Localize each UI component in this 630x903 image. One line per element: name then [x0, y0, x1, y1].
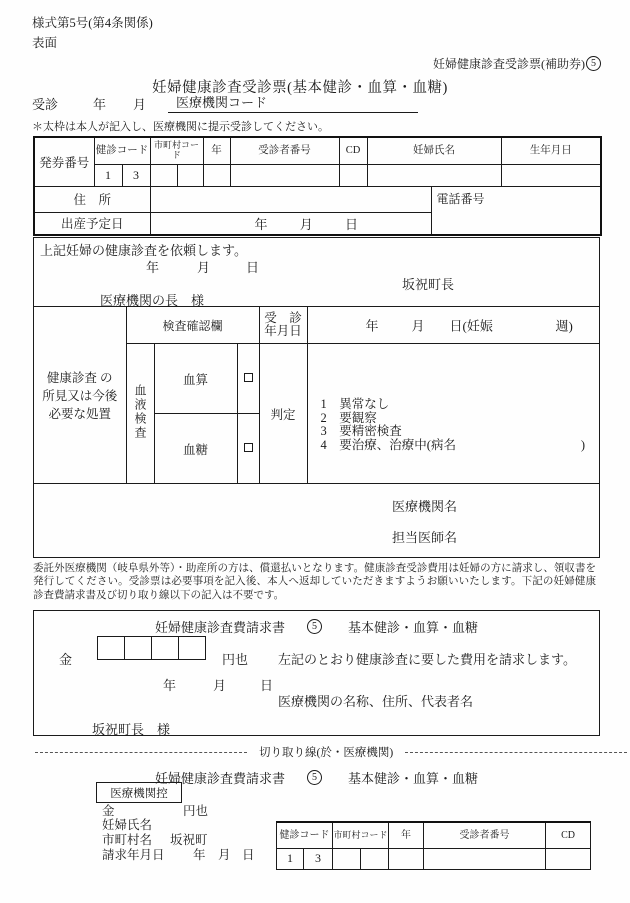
- claim-mayor-addressee: 坂祝町長 様: [92, 722, 171, 737]
- claim-statement: 左記のとおり健康診査に要した費用を請求します。: [278, 652, 576, 667]
- city-code-header: 市町村コード: [150, 137, 203, 164]
- judgement-option-3: 3 要精密検査: [320, 424, 402, 438]
- exam-label: 受診: [32, 97, 59, 112]
- month-label: 月: [133, 97, 147, 112]
- amount-box-4: [178, 636, 206, 660]
- yen-label: 円也: [222, 652, 249, 667]
- due-day-label: 日: [345, 216, 359, 232]
- patient-info-table: [33, 136, 602, 236]
- blood-test-group-cell: [126, 344, 154, 484]
- examinee-number-header: 受診者番号: [230, 137, 339, 164]
- stub-year-header: 年: [389, 822, 424, 848]
- judgement-label: 判定: [259, 344, 307, 484]
- claim-day-label: 日: [260, 678, 274, 693]
- institution-copy-badge: 医療機関控: [96, 782, 182, 803]
- page-title: 妊婦健康診査受診票(基本健診・血算・血糖): [152, 80, 448, 96]
- examinee-number-cell: [230, 164, 339, 186]
- phone-label: 電話番号: [436, 191, 485, 206]
- claim-title-text: 妊婦健康診査費請求書: [154, 620, 285, 635]
- judgement-option-4-close-paren: ): [580, 437, 586, 452]
- medical-institution-code-field: [168, 95, 418, 113]
- judgement-option-1: 1 異常なし: [320, 397, 390, 411]
- stub-kenshin-code-digit-2: 3: [304, 848, 333, 869]
- subsidy-title-text: 妊婦健康診査受診票(補助券): [433, 57, 585, 71]
- blood-count-checkbox-cell: [237, 344, 259, 414]
- blood-count-label: 血算: [154, 344, 237, 414]
- cd-cell: [339, 164, 367, 186]
- mother-name-header: 妊婦氏名: [367, 137, 501, 164]
- request-year-label: 年: [146, 260, 160, 275]
- request-month-label: 月: [197, 260, 211, 275]
- stub-municipality-label: 市町村名: [102, 833, 153, 847]
- stub-kenshin-code-header: 健診コード: [277, 822, 333, 848]
- check-column-header: 検査確認欄: [126, 307, 259, 344]
- claim-month-label: 月: [213, 678, 227, 693]
- stub-code-table: [276, 821, 591, 870]
- judgement-option-4-text: 4 要治療、治療中(病名: [320, 437, 456, 452]
- address-cell: [150, 186, 431, 212]
- mayor-name: 坂祝町長: [402, 277, 455, 292]
- reimbursement-note: 委託外医療機関（岐阜県外等）・助産所の方は、償還払いとなります。健康診査受診費用は妊婦の方に請求し、領収書を発行してください。受診票は必要事項を記入後、本人へ返却していただきますようお願いいたします。下記の妊婦健康診査費請求書及び切り取り線以下の記入は不要です。: [33, 563, 596, 601]
- findings-label-cell: [34, 307, 126, 484]
- visit-day-pregnancy-label: 日(妊娠: [449, 318, 493, 334]
- amount-box-2: [124, 636, 152, 660]
- side-label: 表面: [32, 36, 58, 50]
- birth-date-cell: [501, 164, 601, 186]
- blood-sugar-label: 血糖: [154, 414, 237, 484]
- addressee-line: 医療機関の長 様: [100, 293, 205, 308]
- doctor-name-label: 担当医師名: [392, 530, 458, 545]
- year-header: 年: [203, 137, 230, 164]
- cut-line-dash-right: [405, 752, 627, 753]
- stub-cd-header: CD: [546, 822, 591, 848]
- stub-subtitle: 基本健診・血算・血糖: [348, 771, 479, 786]
- judgement-options: [321, 398, 586, 452]
- stub-year-label: 年: [193, 848, 206, 862]
- cut-line-dash-left: [35, 752, 247, 753]
- form-number: 様式第5号(第4条関係): [32, 16, 153, 30]
- blood-test-label: 血液検査: [133, 383, 147, 440]
- kenshin-code-digit-1: 1: [94, 164, 122, 186]
- year-cell: [203, 164, 230, 186]
- amount-box-1: [97, 636, 125, 660]
- issue-number-header: 発券番号: [34, 137, 94, 186]
- due-date-label: 出産予定日: [34, 212, 150, 235]
- claim-title: [34, 617, 599, 636]
- due-date-cell: [150, 212, 431, 235]
- visit-date-header-line2: 年月日: [264, 324, 302, 338]
- blood-count-checkbox: [244, 373, 253, 382]
- circled-five-icon: 5: [307, 770, 322, 785]
- phone-cell: [431, 186, 601, 235]
- stub-mother-name-label: 妊婦氏名: [102, 818, 153, 832]
- amount-kin-label: 金: [59, 652, 73, 667]
- circled-five-icon: 5: [307, 619, 322, 634]
- stub-yen-label: 円也: [183, 804, 209, 818]
- kenshin-code-header: 健診コード: [94, 137, 150, 164]
- stub-title-text: 妊婦健康診査費請求書: [154, 771, 285, 786]
- findings-label-line3: 必要な処置: [48, 407, 111, 421]
- claim-year-label: 年: [163, 678, 177, 693]
- kenshin-code-digit-2: 3: [122, 164, 150, 186]
- stub-examinee-number-header: 受診者番号: [424, 822, 546, 848]
- request-statement: 上記妊婦の健康診査を依頼します。: [40, 243, 247, 258]
- city-code-cell-2: [177, 164, 203, 186]
- year-label: 年: [93, 97, 107, 112]
- cut-line-label: 切り取り線(於・医療機関): [259, 747, 394, 759]
- request-day-label: 日: [246, 260, 260, 275]
- stub-year-cell: [389, 848, 424, 869]
- birth-date-header: 生年月日: [501, 137, 601, 164]
- subsidy-title: [433, 55, 602, 72]
- stub-kin-label: 金: [102, 804, 115, 818]
- amount-box-3: [151, 636, 179, 660]
- stub-claim-date-label: 請求年月日: [102, 848, 165, 862]
- stub-city-code-header: 市町村コード: [333, 822, 389, 848]
- stub-cd-cell: [546, 848, 591, 869]
- stub-day-label: 日: [242, 848, 255, 862]
- stub-city-code-cell-2: [361, 848, 389, 869]
- stub-month-label: 月: [218, 848, 231, 862]
- medical-institution-code-label: 医療機関コード: [176, 95, 268, 110]
- cut-line: [35, 746, 627, 758]
- findings-label-line2: 所見又は今後: [42, 389, 118, 403]
- stub-examinee-number-cell: [424, 848, 546, 869]
- visit-date-fields-header: [307, 307, 599, 344]
- amount-boxes: [97, 636, 206, 660]
- cd-header: CD: [339, 137, 367, 164]
- due-month-label: 月: [299, 216, 313, 232]
- address-label: 住 所: [34, 186, 150, 212]
- circled-five-icon: 5: [586, 56, 601, 71]
- stub-municipality-value: 坂祝町: [170, 833, 208, 847]
- exam-result-table: [34, 306, 599, 484]
- provider-info-label: 医療機関の名称、住所、代表者名: [278, 694, 474, 709]
- mother-name-cell: [367, 164, 501, 186]
- visit-date-header: [259, 307, 307, 344]
- claim-subtitle: 基本健診・血算・血糖: [348, 620, 479, 635]
- judgement-option-4: [321, 439, 586, 453]
- stub-city-code-cell-1: [333, 848, 361, 869]
- due-year-label: 年: [254, 216, 268, 232]
- visit-month-label: 月: [411, 318, 425, 334]
- city-code-cell-1: [150, 164, 177, 186]
- medical-institution-name-label: 医療機関名: [392, 499, 458, 514]
- stub-kenshin-code-digit-1: 1: [277, 848, 304, 869]
- judgement-options-cell: [307, 344, 599, 484]
- findings-label-line1: 健康診査 の: [46, 371, 113, 385]
- exam-request-box: [33, 237, 600, 558]
- bold-frame-note: ＊太枠は本人が記入し、医療機関に提示受診してください。: [32, 121, 329, 133]
- visit-date-header-line1: 受 診: [264, 311, 302, 325]
- judgement-option-2: 2 要観察: [320, 410, 377, 425]
- pregnancy-week-label: 週): [555, 318, 573, 334]
- blood-sugar-checkbox: [244, 443, 253, 452]
- blood-sugar-checkbox-cell: [237, 414, 259, 484]
- visit-year-label: 年: [365, 318, 379, 334]
- claim-box: [33, 610, 600, 736]
